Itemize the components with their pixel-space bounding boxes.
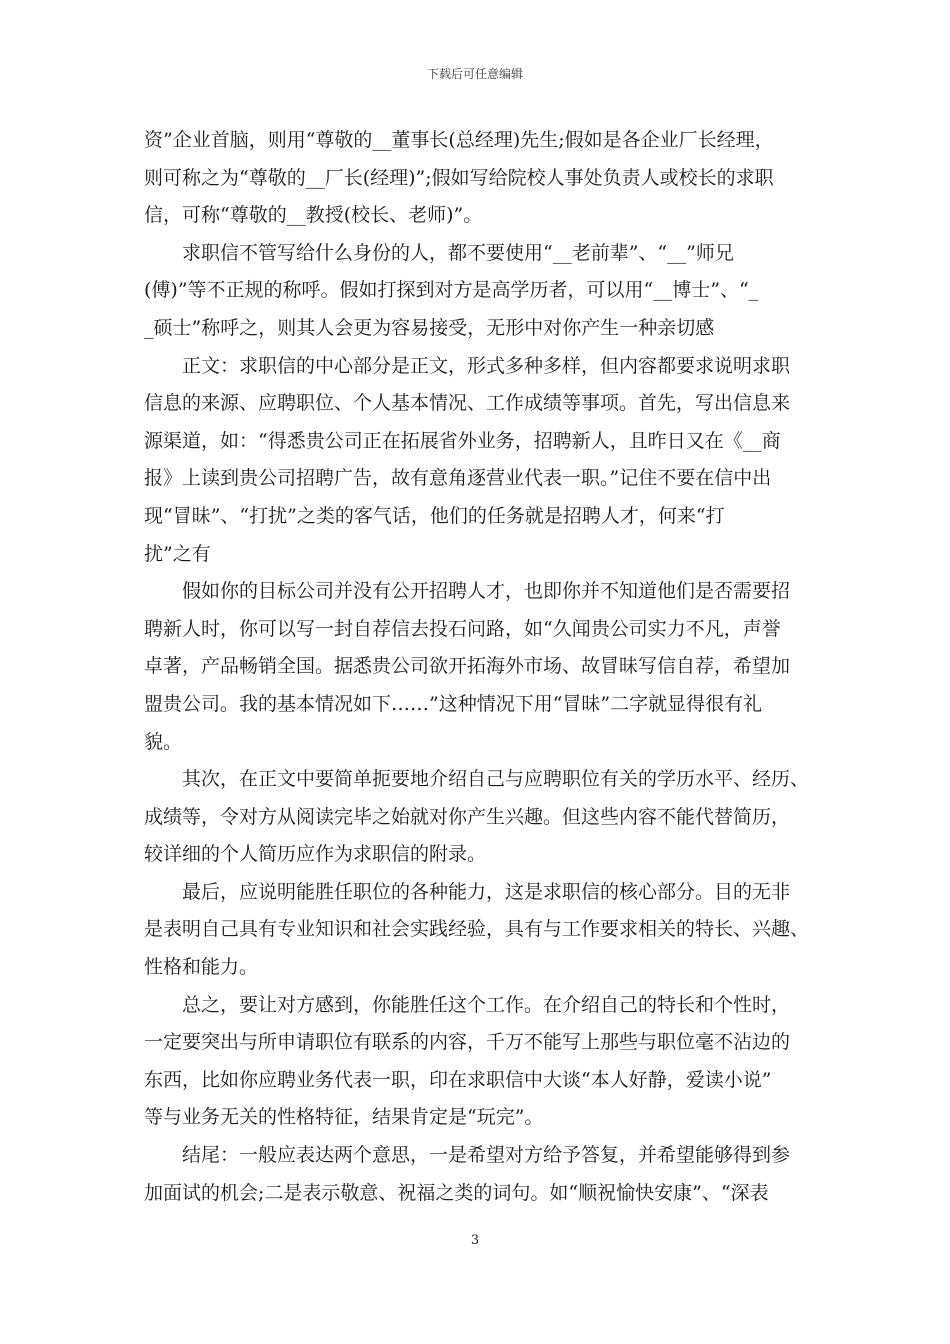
text-line: 信息的来源、应聘职位、个人基本情况、工作成绩等事项。首先，写出信息来 <box>144 392 791 415</box>
text-line: 加面试的机会;二是表示敬意、祝福之类的词句。如“顺祝愉快安康”、“深表 <box>144 1181 769 1204</box>
document-body <box>144 122 820 1212</box>
text-line: 成绩等，令对方从阅读完毕之始就对你产生兴趣。但这些内容不能代替简历， <box>144 805 791 828</box>
text-line: 扰”之有 <box>144 542 211 565</box>
paragraph <box>144 761 820 874</box>
text-line: (傅)”等不正规的称呼。假如打探到对方是高学历者，可以用“__博士”、“_ <box>144 279 759 302</box>
page-header: 下载后可任意编辑 <box>426 67 523 81</box>
paragraph <box>144 235 820 348</box>
paragraph <box>144 987 820 1137</box>
text-line: 最后，应说明能胜任职位的各种能力，这是求职信的核心部分。目的无非 <box>182 880 791 903</box>
text-line: 聘新人时，你可以写一封自荐信去投石问路，如“久闻贵公司实力不凡，声誉 <box>144 617 781 640</box>
text-line: 求职信不管写给什么身份的人，都不要使用“__老前辈”、“__”师兄 <box>182 241 734 264</box>
text-line: 较详细的个人简历应作为求职信的附录。 <box>144 843 487 866</box>
text-line: 总之，要让对方感到，你能胜任这个工作。在介绍自己的特长和个性时， <box>182 993 791 1016</box>
paragraph <box>144 874 820 987</box>
text-line: 则可称之为“尊敬的__厂长(经理)”;假如写给院校人事处负责人或校长的求职 <box>144 166 774 189</box>
text-line: 资”企业首脑，则用“尊敬的__董事长(总经理)先生;假如是各企业厂长经理， <box>144 129 774 151</box>
text-line: 现“冒昧”、“打扰”之类的客气话，他们的任务就是招聘人才，何来“打 <box>144 504 725 527</box>
paragraph <box>144 348 820 574</box>
text-line: 貌。 <box>144 730 183 753</box>
paragraph <box>144 573 820 761</box>
text-line: 源渠道，如：“得悉贵公司正在拓展省外业务，招聘新人，且昨日又在《__商 <box>144 429 781 452</box>
text-line: 东西，比如你应聘业务代表一职，印在求职信中大谈“本人好静，爱读小说” <box>144 1068 772 1091</box>
text-line: 盟贵公司。我的基本情况如下……”这种情况下用“冒昧”二字就显得很有礼 <box>144 692 763 715</box>
text-line: _硕士”称呼之，则其人会更为容易接受，无形中对你产生一种亲切感 <box>144 316 715 339</box>
text-line: 假如你的目标公司并没有公开招聘人才，也即你并不知道他们是否需要招 <box>182 580 791 603</box>
text-line: 是表明自己具有专业知识和社会实践经验，具有与工作要求相关的特长、兴趣、 <box>144 918 810 941</box>
text-line: 性格和能力。 <box>144 956 259 979</box>
text-line: 正文：求职信的中心部分是正文，形式多种多样，但内容都要求说明求职 <box>182 354 791 377</box>
text-line: 信，可称“尊敬的__教授(校长、老师)”。 <box>144 204 483 227</box>
text-line: 卓著，产品畅销全国。据悉贵公司欲开拓海外市场、故冒昧写信自荐，希望加 <box>144 655 791 678</box>
paragraph <box>144 1137 820 1212</box>
text-line: 其次，在正文中要简单扼要地介绍自己与应聘职位有关的学历水平、经历、 <box>182 768 810 791</box>
text-line: 结尾：一般应表达两个意思，一是希望对方给予答复，并希望能够得到参 <box>182 1144 791 1167</box>
text-line: 等与业务无关的性格特征，结果肯定是“玩完”。 <box>144 1106 544 1129</box>
page-number: 3 <box>470 1233 480 1248</box>
text-line: 一定要突出与所申请职位有联系的内容，千万不能写上那些与职位毫不沾边的 <box>144 1031 791 1054</box>
paragraph <box>144 122 820 235</box>
text-line: 报》上读到贵公司招聘广告，故有意角逐营业代表一职。”记住不要在信中出 <box>144 467 772 490</box>
